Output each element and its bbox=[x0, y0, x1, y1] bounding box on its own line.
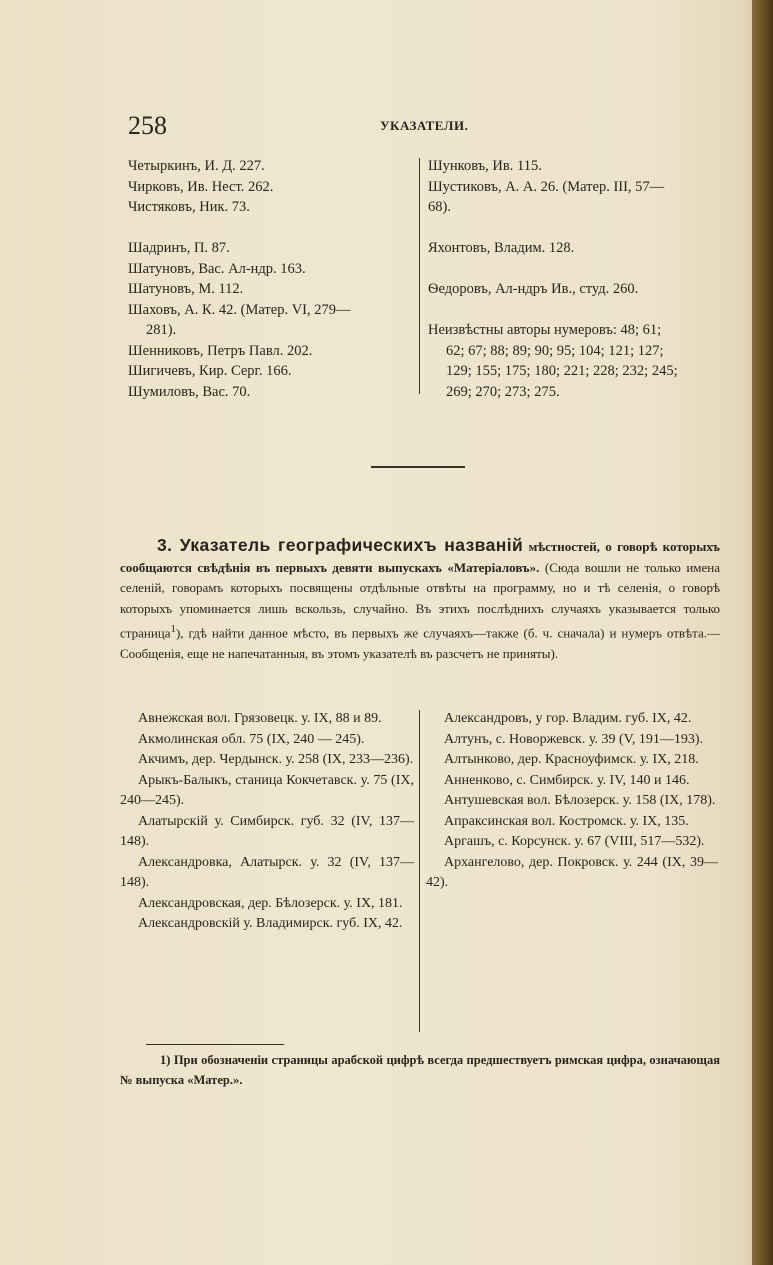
blank-line bbox=[428, 300, 718, 321]
geo-index-entry: Александровка, Алатырск. у. 32 (IV, 137—148). bbox=[120, 854, 414, 890]
page-number: 258 bbox=[128, 111, 167, 140]
geo-index-entry: Акмолинская обл. 75 (IX, 240 — 245). bbox=[138, 731, 365, 747]
author-index-right-column bbox=[428, 156, 718, 402]
author-index-left-column bbox=[128, 156, 418, 402]
blank-line bbox=[428, 218, 718, 239]
geo-index-entry: Акчимъ, дер. Чердынск. у. 258 (IX, 233—236). bbox=[138, 752, 414, 767]
index-line: 129; 155; 175; 180; 221; 228; 232; 245; bbox=[446, 363, 678, 379]
section-lead-in: мѣстностей, о говорѣ которыхъ сообщаются свѣдѣнія въ первыхъ девяти выпускахъ «Матеріаловъ». bbox=[120, 539, 721, 575]
index-line: Шадринъ, П. 87. bbox=[128, 240, 230, 256]
column-divider-lower bbox=[419, 710, 420, 1032]
geo-index-entry: Авнежская вол. Грязовецк. у. IX, 88 и 89. bbox=[138, 711, 382, 726]
blank-line bbox=[428, 259, 718, 280]
geo-index-entry: Александровскій у. Владимирск. губ. IX, 42. bbox=[138, 916, 403, 931]
section-separator-rule bbox=[371, 466, 465, 468]
index-line: Шатуновъ, Вас. Ал-ндр. 163. bbox=[128, 260, 306, 277]
section-body-end: ), гдѣ найти данное мѣсто, въ первыхъ же случаяхъ—также (б. ч. сначала) и нумеръ отвѣта.—Сообщенія, еще не напечатанныя, въ этомъ указателѣ въ разсчетъ не приняты). bbox=[120, 625, 720, 661]
geo-index-entry: Алтунъ, с. Новоржевск. у. 39 (V, 191—193). bbox=[444, 731, 704, 747]
section-3-intro bbox=[120, 535, 720, 664]
index-line: Шумиловъ, Вас. 70. bbox=[128, 383, 251, 400]
index-line: Ѳедоровъ, Ал-ндръ Ив., студ. 260. bbox=[428, 281, 639, 297]
column-divider bbox=[419, 158, 420, 394]
index-line: Неизвѣстны авторы нумеровъ: 48; 61; bbox=[428, 322, 662, 338]
index-line: 281). bbox=[146, 322, 177, 338]
index-line: Шунковъ, Ив. 115. bbox=[428, 158, 542, 174]
index-line: 62; 67; 88; 89; 90; 95; 104; 121; 127; bbox=[446, 342, 664, 359]
index-line: 269; 270; 273; 275. bbox=[446, 383, 560, 400]
index-line: Чирковъ, Ив. Нест. 262. bbox=[128, 178, 274, 195]
index-line: 68). bbox=[428, 199, 451, 215]
footnote-rule bbox=[146, 1044, 284, 1045]
footnote: 1) При обозначеніи страницы арабской цифрѣ всегда предшествуетъ римская цифра, означающая № выпуска «Матер.». bbox=[120, 1053, 720, 1087]
footnote-marker: 1 bbox=[170, 623, 176, 635]
geo-index-entry: Анненково, с. Симбирск. у. IV, 140 и 146. bbox=[444, 772, 690, 788]
running-title: УКАЗАТЕЛИ. bbox=[380, 118, 469, 133]
geo-index-entry: Алтынково, дер. Красноуфимск. у. IX, 218. bbox=[444, 752, 699, 767]
geo-index-entry: Алатырскій у. Симбирск. губ. 32 (IV, 137—148). bbox=[120, 813, 414, 849]
geo-index-entry: Антушевская вол. Бѣлозерск. у. 158 (IX, 178). bbox=[444, 793, 716, 808]
geo-index-entry: Александровская, дер. Бѣлозерск. у. IX, 181. bbox=[138, 895, 403, 911]
index-line: Шенниковъ, Петръ Павл. 202. bbox=[128, 342, 313, 359]
geo-index-left-column bbox=[120, 709, 414, 935]
index-line: Шустиковъ, А. А. 26. (Матер. III, 57— bbox=[428, 178, 665, 195]
index-line: Шаховъ, А. К. 42. (Матер. VI, 279— bbox=[128, 301, 351, 318]
index-line: Чистяковъ, Ник. 73. bbox=[128, 199, 250, 215]
geo-index-entry: Арыкъ-Балыкъ, станица Кокчетавск. у. 75 (IX, 240—245). bbox=[120, 772, 414, 808]
blank-line bbox=[128, 218, 418, 239]
section-body: (Сюда вошли не только имена селеній, говорамъ которыхъ посвящены отдѣльные отвѣты на программу, но и тѣ селенія, о говорѣ которыхъ упоминается лишь вскользь, случайно. Въ этихъ послѣднихъ случаяхъ указывается только страница bbox=[120, 559, 721, 641]
section-heading: 3. Указатель географическихъ названій bbox=[157, 535, 524, 555]
geo-index-entry: Апраксинская вол. Костромск. у. IX, 135. bbox=[444, 813, 689, 829]
geo-index-entry: Архангелово, дер. Покровск. у. 244 (IX, 39—42). bbox=[426, 854, 718, 890]
index-line: Шатуновъ, М. 112. bbox=[128, 281, 244, 297]
index-line: Яхонтовъ, Владим. 128. bbox=[428, 240, 575, 256]
index-line: Четыркинъ, И. Д. 227. bbox=[128, 158, 265, 174]
geo-index-entry: Александровъ, у гор. Владим. губ. IX, 42. bbox=[444, 711, 692, 726]
book-spine-edge bbox=[752, 0, 773, 1265]
geo-index-right-column bbox=[426, 709, 718, 894]
index-line: Шигичевъ, Кир. Серг. 166. bbox=[128, 363, 292, 379]
geo-index-entry: Аргашъ, с. Корсунск. у. 67 (VIII, 517—532). bbox=[444, 834, 705, 849]
